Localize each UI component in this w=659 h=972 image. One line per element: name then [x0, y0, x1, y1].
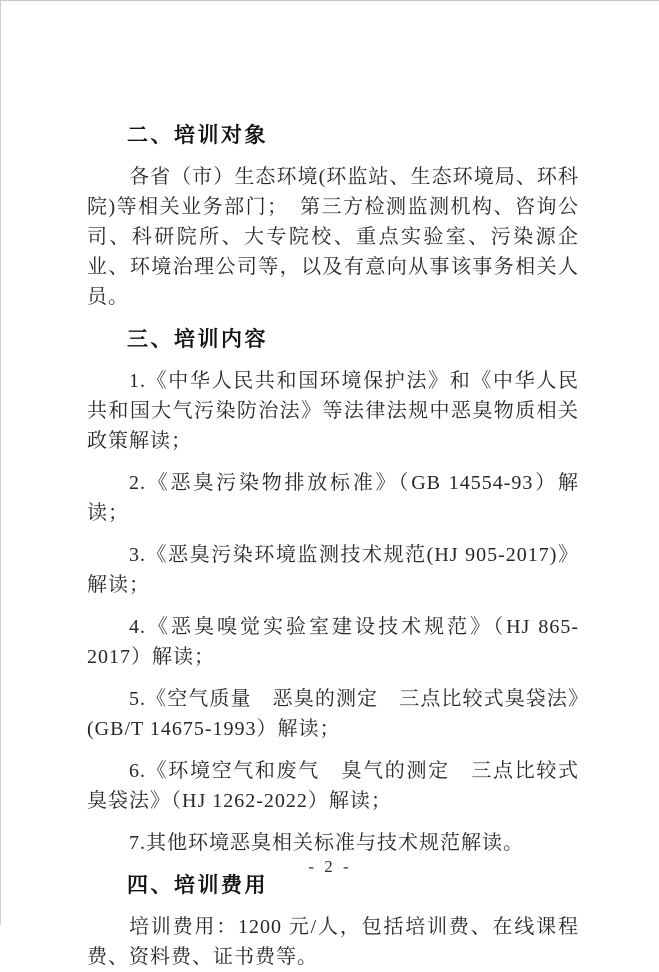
paragraph-training-target: 各省（市）生态环境(环监站、生态环境局、环科院)等相关业务部门； 第三方检测监测机构、咨询公司、科研院所、大专院校、重点实验室、污染源企业、环境治理公司等，以及有意向从事该事务相关人员。	[87, 166, 579, 308]
section-heading-training-content: 三、培训内容	[127, 327, 268, 351]
training-content-item-7: 7.其他环境恶臭相关标准与技术规范解读。	[129, 832, 524, 854]
training-content-item-5: 5.《空气质量 恶臭的测定 三点比较式臭袋法》(GB/T 14675-1993）解读；	[87, 688, 579, 740]
training-content-item-4: 4.《恶臭嗅觉实验室建设技术规范》（HJ 865-2017）解读；	[87, 616, 579, 668]
document-body	[1, 1, 659, 972]
training-content-item-3: 3.《恶臭污染环境监测技术规范(HJ 905-2017)》解读；	[87, 544, 579, 596]
section-heading-training-fee: 四、培训费用	[127, 873, 268, 897]
training-content-item-6: 6.《环境空气和废气 臭气的测定 三点比较式臭袋法》（HJ 1262-2022）解读；	[87, 760, 579, 812]
section-heading-training-target: 二、培训对象	[127, 123, 268, 147]
training-content-item-1: 1.《中华人民共和国环境保护法》和《中华人民共和国大气污染防治法》等法律法规中恶臭物质相关政策解读；	[87, 370, 579, 452]
training-content-item-2: 2.《恶臭污染物排放标准》（GB 14554-93）解读；	[87, 472, 579, 524]
page-number: - 2 -	[308, 857, 352, 876]
paragraph-training-fee: 培训费用：1200 元/人，包括培训费、在线课程费、资料费、证书费等。	[87, 916, 579, 968]
